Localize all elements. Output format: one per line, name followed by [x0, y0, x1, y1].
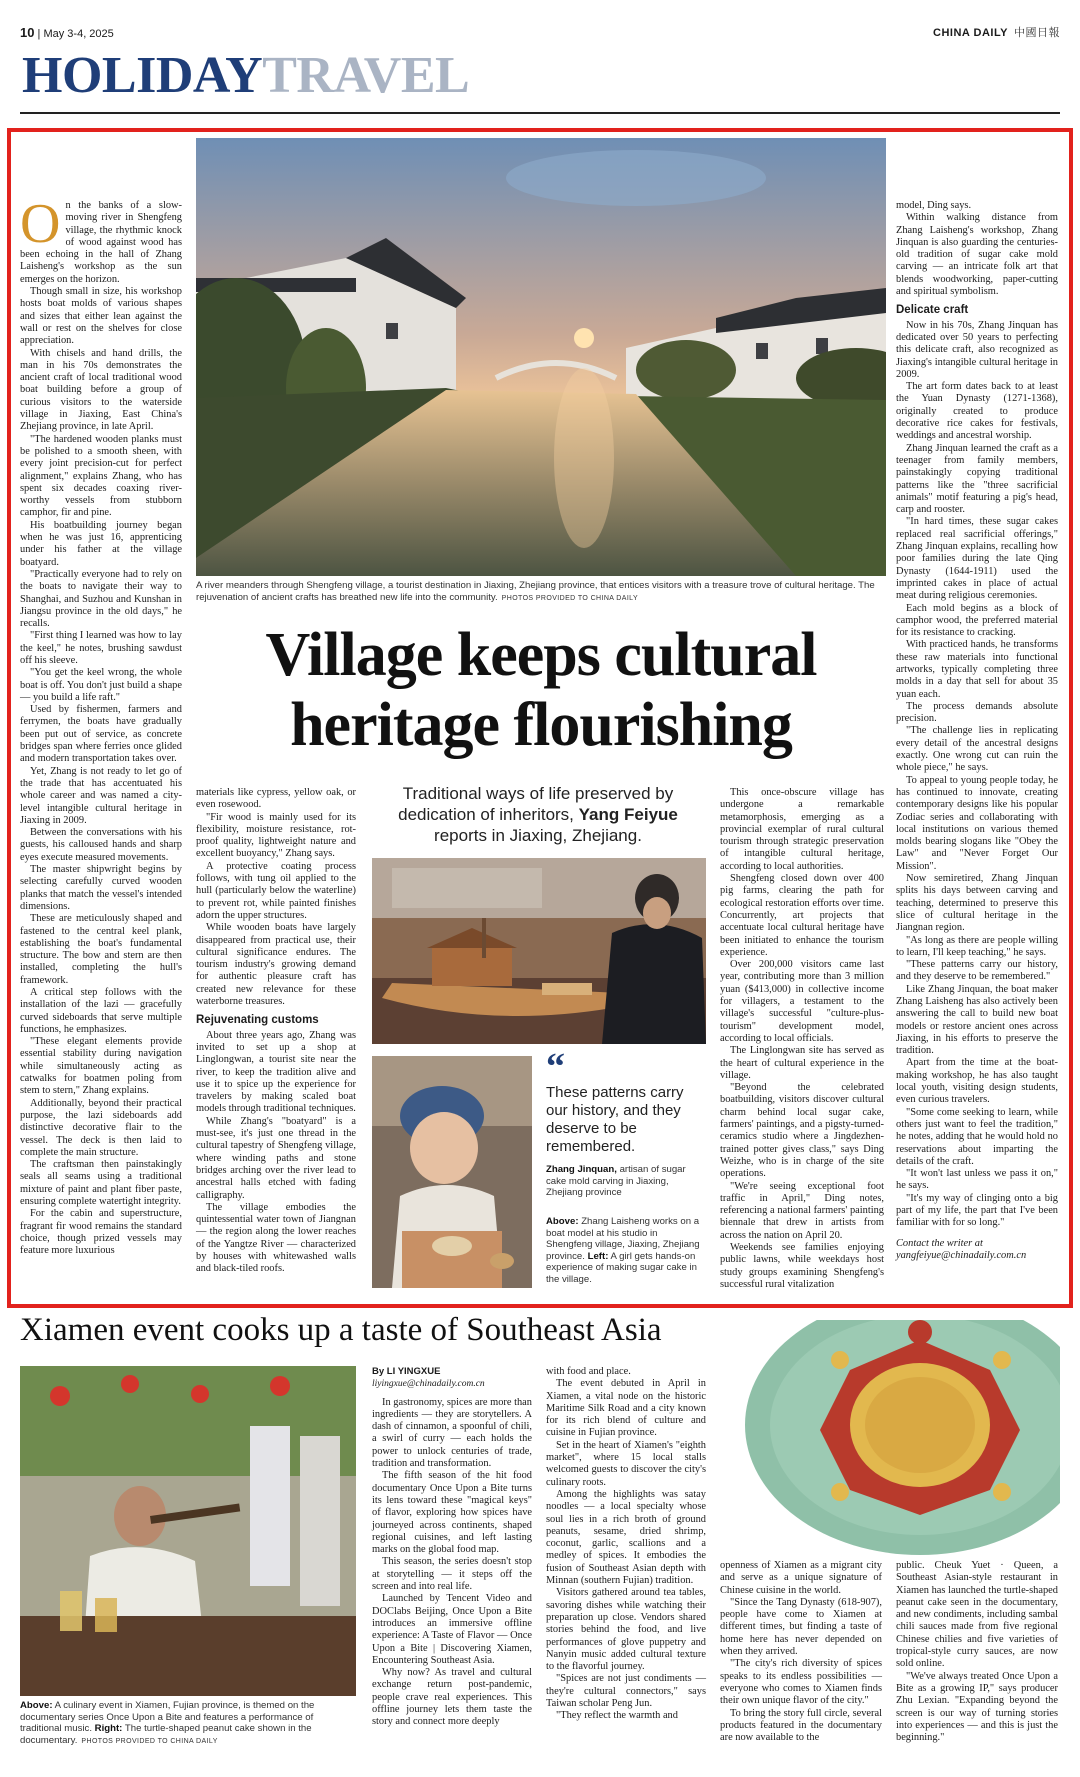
- workshop-photos-caption: [546, 1216, 704, 1285]
- boat-workshop-photo: [372, 858, 706, 1044]
- page-header: [20, 24, 1060, 40]
- paragraph: with food and place.: [546, 1366, 631, 1377]
- paragraph: Though small in size, his workshop hosts boat molds of various shapes and sizes that either lean against the wall or rest on the shelves for close appreciation.: [20, 286, 182, 347]
- paragraph: "These elegant elements provide essential stability during navigation while simultaneously acting as catwalks for boatmen poling from stem to stern," Zhang explains.: [20, 1036, 182, 1097]
- paragraph: With practiced hands, he transforms these raw materials into functional artworks, typically completing three molds in a day that sell for about 35 yuan each.: [896, 639, 1058, 700]
- paragraph: "It won't last unless we pass it on," he says.: [896, 1168, 1058, 1192]
- girl-sugar-cake-photo: [372, 1056, 532, 1288]
- caption-right-text: The turtle-shaped peanut cake shown in the documentary.: [20, 1723, 312, 1746]
- paragraph: This once-obscure village has undergone a remarkable metamorphosis, emerging as a provincial exemplar of rural cultural tourism through strategic preservation of intangible cultural heritage, according to local authorities.: [720, 787, 884, 872]
- paragraph: Why now? As travel and cultural exchange return post-pandemic, people crave real experiences. This offline journey lets them taste the story and connect more deeply: [372, 1667, 532, 1728]
- story1-column-2: [196, 787, 356, 1287]
- paragraph: To appeal to young people today, he has continued to innovate, creating contemporary designs like his popular Zodiac series and collaborating with local institutions on various themed molds bearing slogans like "Obey the Law" and "Never Forget Our Mission".: [896, 774, 1058, 872]
- paragraph: For the cabin and superstructure, fragrant fir wood remains the standard choice, though prized vessels may feature more luxurious: [20, 1208, 182, 1257]
- paragraph: These are meticulously shaped and fastened to the central keel plank, establishing the boat's fundamental structure. The bow and stern are then installed, completing the hull's framework.: [20, 913, 182, 986]
- paragraph: Over 200,000 visitors came last year, contributing more than 3 million yuan ($413,000) in collective income for villagers, a testament to the village's successful "culture-plus-tourism" development model, according to local officials.: [720, 959, 884, 1044]
- caption-label-above: Above:: [546, 1216, 579, 1227]
- paragraph: "The challenge lies in replicating every detail of the ancestral designs exactly. One wrong cut can ruin the whole piece," he says.: [896, 725, 1058, 774]
- paragraph: Now in his 70s, Zhang Jinquan has dedicated over 50 years to perfecting this delicate craft, also recognized as Jiaxing's intangible cultural heritage in 2009.: [896, 319, 1058, 380]
- subhead-delicate-craft: Delicate craft: [896, 304, 969, 317]
- caption-above-text: Zhang Laisheng works on a boat model at his studio in Shengfeng village, Jiaxing, Zhejiang province.: [546, 1216, 700, 1262]
- paragraph: A protective coating process follows, with tung oil applied to the hull (particularly below the waterline) to prevent rot, while painted finishes adorn the upper structures.: [196, 860, 356, 921]
- paragraph: "They reflect the warmth and: [556, 1710, 678, 1722]
- paragraph: "As long as there are people willing to learn, I'll keep teaching," he says.: [896, 934, 1058, 958]
- caption-left-text: A girl gets hands-on experience of making sugar cake in the village.: [546, 1250, 697, 1285]
- section-title-travel: TRAVEL: [262, 47, 470, 104]
- paragraph: "Fir wood is mainly used for its flexibility, moisture resistance, rot-proof quality, lightweight nature and excellent buoyancy," Zhang says.: [196, 811, 356, 860]
- issue-date: May 3-4, 2025: [43, 27, 114, 40]
- paragraph: "Beyond the celebrated boatbuilding, visitors discover cultural charm behind local sugar cake, farmers' paintings, and a pigsty-turned-ceramics studio where a Jingdezhen-trained potter gives class," says Ding Weizhe, who is in charge of the site operations.: [720, 1082, 884, 1180]
- story2-column-1: [372, 1366, 532, 1766]
- paragraph: Additionally, beyond their practical purpose, the lazi sideboards add distinctive decorative flair to the vessel. The deck is then laid to complete the main structure.: [20, 1097, 182, 1158]
- paragraph: The process demands absolute precision.: [896, 700, 1058, 725]
- quote-speaker: Zhang Jinquan,: [546, 1164, 617, 1175]
- paragraph: With chisels and hand drills, the man in his 70s demonstrates the ancient craft of local traditional wood boat building before a group of curious visitors to the waterside village in Jiaxing, East China's Zhejiang province, in late April.: [20, 347, 182, 433]
- paragraph: Set in the heart of Xiamen's "eighth market", where 15 local stalls welcomed guests to discover the city's culinary roots.: [546, 1439, 706, 1488]
- paragraph: "The city's rich diversity of spices speaks to its endless possibilities — everyone who comes to Xiamen finds their own unique flavor of the city.": [720, 1658, 882, 1707]
- paragraph: Between the conversations with his guests, his calloused hands and sharp eyes execute measured movements.: [20, 827, 182, 863]
- caption-label-above: Above:: [20, 1700, 53, 1711]
- paragraph: materials like cypress, yellow oak, or even rosewood.: [196, 787, 356, 811]
- story1-column-1: [20, 193, 182, 1290]
- paragraph: To bring the story full circle, several products featured in the documentary are now available to the: [720, 1707, 882, 1744]
- paragraph: His boatbuilding journey began when he was just 16, apprenticing under his father at the village boatyard.: [20, 519, 182, 568]
- deck-author: Yang Feiyue: [578, 805, 678, 824]
- paragraph: Now semiretired, Zhang Jinquan splits his days between carving and teaching, determined to preserve this slice of cultural heritage in the Jiangnan region.: [896, 873, 1058, 934]
- story2-byline-email[interactable]: liyingxue@chinadaily.com.cn: [372, 1379, 485, 1390]
- caption-label-right: Right:: [94, 1723, 123, 1734]
- quote-speaker-role: artisan of sugar cake mold carving in Jiaxing, Zhejiang province: [546, 1164, 686, 1198]
- caption-credit: PHOTOS PROVIDED TO CHINA DAILY: [81, 1737, 218, 1745]
- story1-column-3: [720, 787, 884, 1297]
- page-number: 10: [20, 24, 35, 40]
- river-village-photo: [196, 138, 886, 576]
- contact-line: Contact the writer at yangfeiyue@chinadaily.com.cn: [896, 1237, 1027, 1261]
- caption-above-text: A culinary event in Xiamen, Fujian province, is themed on the documentary series Once Upon a Bite and features a performance of traditional music.: [20, 1700, 315, 1734]
- paragraph: The event debuted in April in Xiamen, a vital node on the historic Maritime Silk Road and a city known for its rich blend of culture and cuisine in Fujian province.: [546, 1378, 706, 1439]
- quote-mark-icon: “: [546, 1046, 565, 1088]
- paragraph: "It's my way of clinging onto a big part of my life, the part that I've been familiar with for so long.": [896, 1192, 1058, 1229]
- paragraph: About three years ago, Zhang was invited to set up a shop at Linglongwan, a tourist site near the river, to keep the tradition alive and use it to spice up the experience for travelers by making scaled boat models through traditional techniques.: [196, 1029, 356, 1115]
- header-rule: [20, 112, 1060, 114]
- paragraph: Each mold begins as a block of camphor wood, the preferred material for its resistance to cracking.: [896, 602, 1058, 639]
- subhead-rejuvenating: Rejuvenating customs: [196, 1014, 319, 1027]
- story2-photos-caption: [20, 1700, 356, 1747]
- story1-lede: n the banks of a slow-moving river in Shengfeng village, the rhythmic knock of wood against wood has been echoing in the hall of Zhang Laisheng's workshop as the sun emerges on the horizon.: [20, 200, 182, 285]
- pull-quote: [546, 1046, 704, 1199]
- story1-headline: Village keeps cultural heritage flourishing: [265, 621, 817, 759]
- paragraph: Apart from the time at the boat-making workshop, he has also taught local youth, visiting design students, even curious travelers.: [896, 1057, 1058, 1106]
- paragraph: "These patterns carry our history, and they deserve to be remembered.": [896, 959, 1058, 983]
- paragraph: In gastronomy, spices are more than ingredients — they are storytellers. A dash of cinnamon, a spoonful of chili, a swirl of curry — each holds the power to unlock centuries of trade, tradition and transformation.: [372, 1396, 532, 1470]
- pull-quote-text: These patterns carry our history, and they deserve to be remembered.: [546, 1084, 684, 1155]
- paragraph: "Since the Tang Dynasty (618-907), people have come to Xiamen at different times, but finding a taste of home here has never depended on when they arrived.: [720, 1596, 882, 1658]
- paragraph: Used by fishermen, farmers and ferrymen, the boats have gradually been put out of service, as concrete bridges span where ferries once glided and modern transportation takes over.: [20, 704, 182, 765]
- paragraph: "Spices are not just condiments — they're cultural connectors," says Taiwan scholar Peng Jun.: [546, 1673, 706, 1710]
- story2-column-4: [896, 1560, 1058, 1770]
- paragraph: The craftsman then painstakingly seals all seams using a traditional mixture of paint and plant fiber paste, ensuring complete watertight integrity.: [20, 1159, 182, 1208]
- paragraph: Zhang Jinquan learned the craft as a teenager from family members, painstakingly copying traditional patterns like the "three sacrificial animals" motif featuring a pig's head, carp and rooster.: [896, 442, 1058, 516]
- paragraph: Like Zhang Jinquan, the boat maker Zhang Laisheng has also actively been answering the call to build new boat models or restore ancient ones across Jiaxing, in his efforts to preserve the tradition.: [896, 983, 1058, 1057]
- paragraph: "We've always treated Once Upon a Bite as a growing IP," says producer Zhu Lexian. "Expanding beyond the screen is our way of turning stories into experiences — and this is just the beginning.": [896, 1670, 1058, 1744]
- paragraph: Within walking distance from Zhang Laisheng's workshop, Zhang Jinquan is also guarding the centuries-old tradition of sugar cake mold carving — an intricate folk art that blends woodworking, paper-cutting and spiritual symbolism.: [896, 212, 1058, 298]
- paragraph: public. Cheuk Yuet · Queen, a Southeast Asian-style restaurant in Xiamen has launched the turtle-shaped peanut cake seen in the documentary, and new condiments, including sambal chili sauces made from five regional Chinese chilies and five varieties of tropical-style curry sauces, are now sold online.: [896, 1560, 1058, 1670]
- contact-email[interactable]: yangfeiyue@chinadaily.com.cn: [896, 1249, 1027, 1261]
- paragraph: "Some come seeking to learn, while others just want to feel the tradition," he notes, adding that he would hold no reservations about imparting the details of the craft.: [896, 1106, 1058, 1167]
- paragraph: While Zhang's "boatyard" is a must-see, it's just one thread in the cultural tapestry of Shengfeng village, where winding paths and stone bridges arching over the river lead to ancestral halls etched with fading calligraphy.: [196, 1115, 356, 1201]
- paragraph: This season, the series doesn't stop at storytelling — it steps off the screen and into real life.: [372, 1556, 532, 1593]
- paragraph: Launched by Tencent Video and DOClabs Beijing, Once Upon a Bite introduces an immersive offline experience: A Taste of Flavor — Once Upon a Bite | Discovering Xiamen, Encountering Southeast Asia.: [372, 1593, 532, 1666]
- paragraph: "You get the keel wrong, the whole boat is off. You don't just build a shape — you build a life raft.": [20, 667, 182, 703]
- paragraph: The art form dates back to at least the Yuan Dynasty (1271-1368), originally created to produce decorative rice cakes for festivals, weddings and ancestral worship.: [896, 381, 1058, 442]
- story2-column-2: [546, 1366, 706, 1766]
- paragraph: Among the highlights was satay noodles — a local specialty whose soul lies in a rich broth of ground peanuts, sesame, dried shrimp, coconut, garlic, scallions and a medley of spices. It embodies the fusion of Southeast Asian depth with Minnan (southern Fujian) tradition.: [546, 1488, 706, 1587]
- paragraph: "First thing I learned was how to lay the keel," he notes, brushing sawdust off his sleeve.: [20, 630, 182, 666]
- section-title: [22, 47, 470, 104]
- paragraph: Weekends see families enjoying public lawns, while weekdays host study groups examining Shengfeng's successful rural vitalization: [720, 1241, 884, 1290]
- paragraph: "The hardened wooden planks must be polished to a smooth sheen, with every joint precision-cut for perfect alignment," explains Zhang, who has spent six decades coaxing river-worthy vessels from stubborn camphor, fir and pine.: [20, 433, 182, 519]
- paragraph: The master shipwright begins by selecting carefully curved wooden planks that match the vessel's intended dimensions.: [20, 864, 182, 912]
- deck-location: reports in Jiaxing, Zhejiang.: [434, 826, 642, 845]
- publication-name: CHINA DAILY 中國日報: [933, 27, 1060, 39]
- deck-text: Traditional ways of life preserved by dedication of inheritors,: [398, 784, 674, 824]
- paragraph: "Practically everyone had to rely on the boats to navigate their way to Shanghai, and Suzhou and Kunshan in Jiangsu province in the old days," he recalls.: [20, 568, 182, 630]
- story1-column-4: [896, 200, 1058, 1300]
- xiamen-event-photo: [20, 1366, 356, 1696]
- paragraph: The village embodies the quintessential water town of Jiangnan — the region along the lower reaches of the Yangtze River — characterized by houses with whitewashed walls and black-tiled roofs.: [196, 1201, 356, 1275]
- pull-quote-attribution: [546, 1164, 704, 1199]
- paragraph: While wooden boats have largely disappeared from practical use, their cultural significance endures. The tourism industry's growing demand for authentic pleasure craft has created new relevance for these waterborne treasures.: [196, 922, 356, 1008]
- main-photo-caption: A river meanders through Shengfeng village, a tourist destination in Jiaxing, Zhejiang province, that entices visitors with a treasure trove of cultural heritage. The rejuvenation of ancient crafts has breathed new life into the community. PHOTOS PROVIDED TO CHINA DAILY: [196, 580, 875, 603]
- paragraph: The fifth season of the hit food documentary Once Upon a Bite turns its lens toward these "magical keys" of flavor, exploring how spices have journeyed across continents, shaped regional cuisines, and left lasting marks on the global food map.: [372, 1470, 532, 1556]
- dropcap: O: [20, 193, 61, 255]
- caption-label-left: Left:: [587, 1250, 609, 1262]
- paragraph: Yet, Zhang is not ready to let go of the trade that has accentuated his whole career and was named a city-level intangible cultural heritage in Jiaxing in 2009.: [20, 765, 182, 826]
- paragraph: "In hard times, these sugar cakes replaced real sacrificial offerings," Zhang Jinquan explains, recalling how poor families during the late Qing Dynasty (1644-1911) used the imprinted cakes in place of actual meat during religious ceremonies.: [896, 516, 1058, 602]
- paragraph: "We're seeing exceptional foot traffic in April," Ding notes, referencing a national farmers' painting biennale that drew in artists from across the nation on April 20.: [720, 1180, 884, 1241]
- paragraph: A critical step follows with the installation of the lazi — gracefully curved sideboards that serve multiple functions, he emphasizes.: [20, 987, 182, 1035]
- main-photo-credit: PHOTOS PROVIDED TO CHINA DAILY: [501, 594, 639, 602]
- story2-headline: Xiamen event cooks up a taste of Southeast Asia: [20, 1312, 662, 1348]
- paragraph: openness of Xiamen as a migrant city and serve as a unique signature of Chinese cuisine in the world.: [720, 1560, 882, 1596]
- page-info: 10 | May 3-4, 2025: [20, 24, 114, 40]
- story2-column-3: [720, 1560, 882, 1770]
- paragraph: The Linglongwan site has served as the heart of cultural experience in the village.: [720, 1045, 884, 1081]
- publication-name-cn: 中國日報: [1014, 27, 1060, 39]
- paragraph: model, Ding says.: [896, 200, 972, 211]
- story2-byline: By LI YINGXUE: [372, 1366, 441, 1377]
- paragraph: Visitors gathered around tea tables, savoring dishes while watching their preparation up close. Vendors shared stories behind the food, and live performances of glove puppetry and Nanyin music added cultural texture to the flavorful journey.: [546, 1587, 706, 1673]
- story1-deck: [378, 783, 698, 846]
- section-title-holiday: HOLIDAY: [22, 47, 263, 104]
- paragraph: Shengfeng closed down over 400 pig farms, clearing the path for ecological restoration efforts over time. Concurrently, art projects that accentuate local cultural heritage have been initiated to enhance the tourism experience.: [720, 873, 884, 958]
- turtle-cake-photo: [720, 1320, 1060, 1556]
